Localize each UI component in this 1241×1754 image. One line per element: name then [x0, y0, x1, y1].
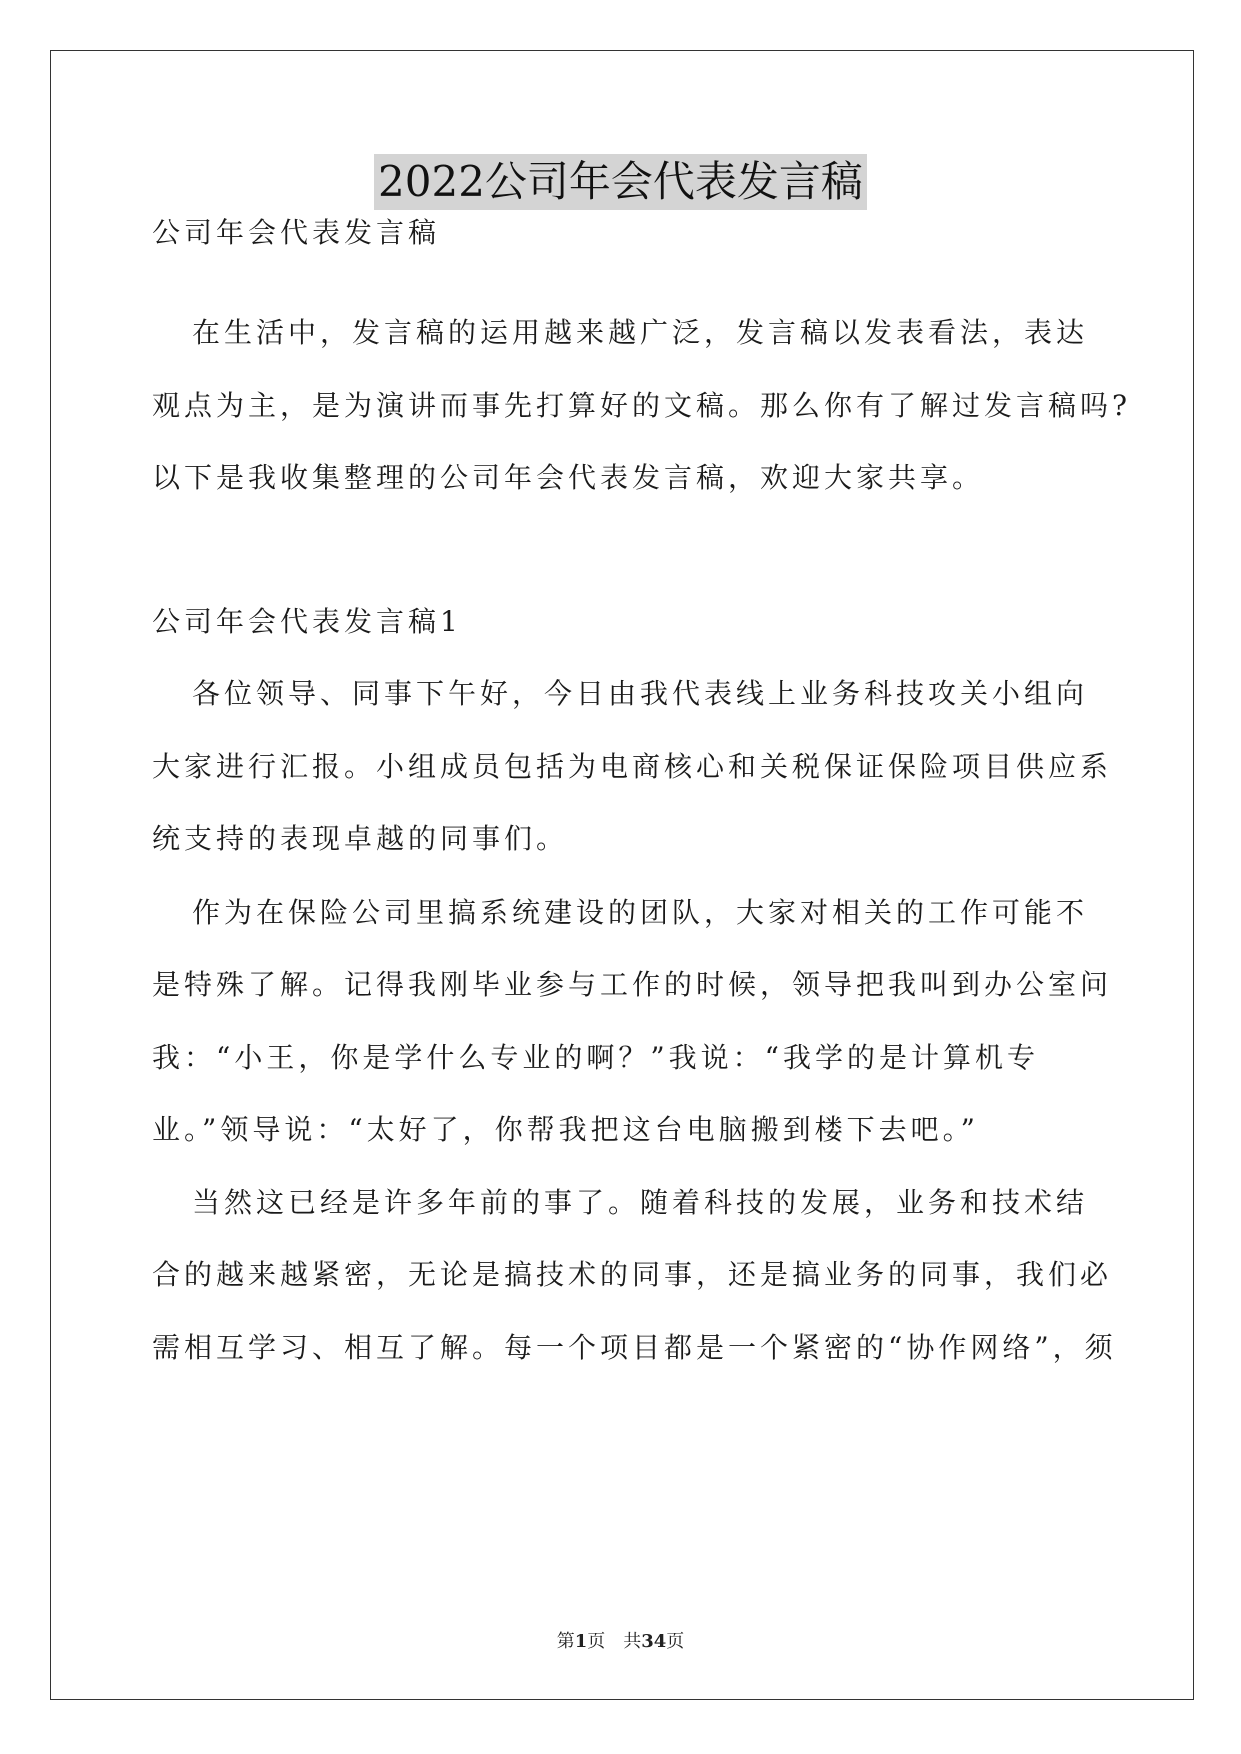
paragraph-line: 作为在保险公司里搞系统建设的团队，大家对相关的工作可能不	[192, 896, 1089, 929]
paragraph-line: 业。”领导说：“太好了，你帮我把这台电脑搬到楼下去吧。”	[152, 1113, 979, 1146]
paragraph-line: 大家进行汇报。小组成员包括为电商核心和关税保证保险项目供应系	[152, 750, 1113, 783]
paragraph-line: 观点为主，是为演讲而事先打算好的文稿。那么你有了解过发言稿吗?	[152, 389, 1132, 422]
footer-mid: 页 共	[587, 1631, 642, 1652]
title-container	[0, 154, 1241, 210]
section-heading: 公司年会代表发言稿1	[152, 605, 462, 638]
page-number: 1	[574, 1631, 588, 1652]
section-heading: 公司年会代表发言稿	[152, 216, 441, 249]
paragraph-line: 统支持的表现卓越的同事们。	[152, 822, 569, 855]
total-pages: 34	[641, 1631, 667, 1652]
page-footer	[0, 1627, 1241, 1653]
paragraph-line: 在生活中，发言稿的运用越来越广泛，发言稿以发表看法，表达	[192, 316, 1089, 349]
page-border	[50, 50, 1194, 1700]
paragraph-line: 当然这已经是许多年前的事了。随着科技的发展，业务和技术结	[192, 1186, 1089, 1219]
paragraph-line: 是特殊了解。记得我刚毕业参与工作的时候，领导把我叫到办公室问	[152, 968, 1113, 1001]
footer-prefix: 第	[556, 1631, 575, 1652]
paragraph-line: 各位领导、同事下午好，今日由我代表线上业务科技攻关小组向	[192, 677, 1089, 710]
footer-suffix: 页	[666, 1631, 685, 1652]
paragraph-line: 需相互学习、相互了解。每一个项目都是一个紧密的“协作网络”，须	[152, 1331, 1117, 1364]
document-title: 2022公司年会代表发言稿	[374, 154, 867, 210]
paragraph-line: 以下是我收集整理的公司年会代表发言稿，欢迎大家共享。	[152, 461, 985, 494]
paragraph-line: 合的越来越紧密，无论是搞技术的同事，还是搞业务的同事，我们必	[152, 1258, 1113, 1291]
paragraph-line: 我：“小王，你是学什么专业的啊？”我说：“我学的是计算机专	[152, 1041, 1039, 1074]
